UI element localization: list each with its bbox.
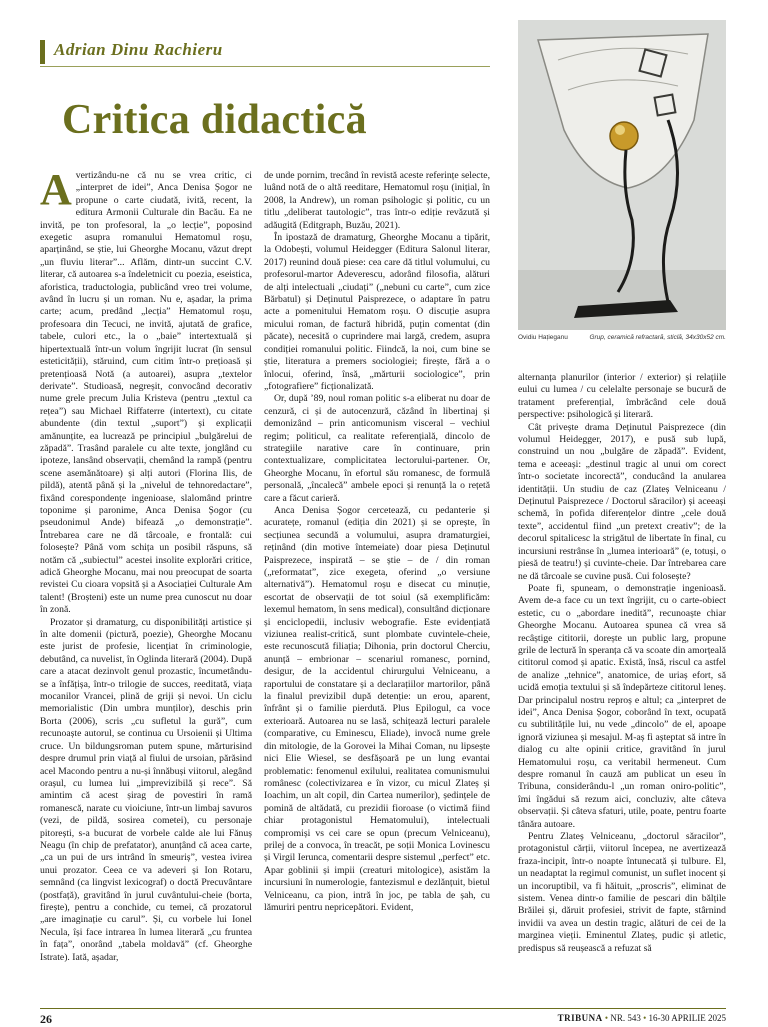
paragraph (40, 170, 252, 617)
paragraph: În ipostază de dramaturg, Gheorghe Mocanu a tipărit, la Odobești, volumul Heidegger (Editura Salonul literar, 2017) reunind două piese: cea care dă titlul volumului, cu profesorul-martor Adeverescu, adorând filosofia, alături de alți intelectuali „ciudați” („nebuni cu carte”, cum zice Bărbatul) și Deținutul Paisprezece, o adaptare în patru acte a pomenitului Hematom roșu. O discuție asupra micului roman, de factură hibridă, puțin comentat (din păcate), necesită o cuprindere mai largă, credem, asupra condiției romanului politic. Fiindcă, la noi, cum bine se știe, literatura a premers sociologiei; firește, fără a o înlocui, oferind, însă, „mărturii sociologice”, prin „fotografiere” ficționalizată. (264, 232, 490, 392)
paragraph: Prozator și dramaturg, cu disponibilități artistice și în alte domenii (pictură, poezie), Gheorghe Mocanu este jurist de profesie, licențiat în criminologie, debutând, ca nuvelist, în Oglinda literară (2004). După care a atacat dezinvolt genul prozastic, încumetându-se a înfățișa, într-o trilogie de succes, reeditată, viața mocanilor Vrancei, plină de griji și nevoi. Un ciclu memorialistic (Din umbra munților), deschis prin Borta (2006), scris „cu sufletul la gură”, cum recunoaște autorul, se continua cu Ursoienii și Ultima cruce. Un bildungsroman putem spune, mărturisind despre drumul prin viață al fiului de ursoian, părăsind acel Macondo pentru a nu-și înnăbuși viitorul, alegând orașul, cu lumea lui „imprevizibilă și rece”. Să amintim că acest șirag de povestiri în ramă romanescă, narate cu vioiciune, într-un limbaj savuros (vezi, de pildă, sosirea cometei), cu personaje pitorești, s-a bucurat de vorbele calde ale lui Fănuș Neagu (în chip de prefatator), anunțând că acea carte, „ca un pui de urs intrând în smeuriș”, vestea ivirea unui prozator. Ceea ce va adeveri și Ion Rotaru, semnând (ca lingvist lexicograf) o doctă Precuvântare (postfață), gravitând în jurul cuvântului-cheie (borta, firește), pentru a conchide, cu temei, că prozatorul „are imaginație cu carul”. Și, cu vorbele lui Ionel Necula, își face intrarea în lumea literară „cu fruntea în fața”, onorând „tabela moldavă” (cf. Gheorghe Istrate). Iată, așadar, (40, 616, 252, 963)
footer-rule (40, 1008, 726, 1009)
footer-masthead (558, 1013, 726, 1023)
article-column-3 (518, 372, 726, 995)
paragraph-text: vertizându-ne că nu se vrea critic, ci „interpret de idei”, Anca Denisa Șogor ne propune o carte ciudată, ivită, recent, la editura Armonii Culturale din Bacău. Ea ne invită, pe ton profesoral, la „o lecție”, poposind exegetic asupra romanului Hematomul roșu, aparținând, se știe, lui Gheorghe Mocanu, văzut drept „un fluviu literar”... Aflăm, dintr-un succint C.V. literar, că autoarea s-a îndeletnicit cu poezia, eseistica, aforistica, traductologia, publicând vreo trei volume, având în lucru și un roman. Nu e, așadar, la prima carte; acum, predând „lecția” Hematomul roșu, profesoara din Tecuci, ne invită, ajutată de grafice, tabele, culori etc., la o „baie” intertextuală și hipertextuală într-un volum îngrijit lucrat (în sensul esteticității), stăruind, cum citim într-o prețioasă și pretențioasă Notă (a autoarei), asupra „textelor derivate”. Studioasă, negreșit, convocând decorativ nume grele precum Julia Kristeva (pentru „textul ca rețea”) sau Michael Riffaterre (intertext), cu citate abundente (din textul „suport”) și explicații amănunțite, ea lucrează pe principiul „bulgărelui de zăpadă”. Trasând paralele cu alte texte, jonglând cu ipoteze, lansând observații, chemând la rampă (pentru scene asemănătoare) și alți autori (Florina Ilis, de pildă), atentă până și la „nivelul de tehnoredactare”, fixând corespondențe ingenioase, slalomând printre toponime și paronime, Anca Denisa Șogor (cu pseudonimul Ande) bifează „o demonstrație”. Întrebarea care ne dă târcoale, e frontală: cui folosește? Până vom schița un posibil răspuns, să notăm că „subiectul” acestei insolite explorări critice, adică Gheorghe Mocanu, mai nou preocupat de soarta revistei Cu cioara vopsită și a Asociației Culturale Am talent! (Broșteni) este un nume prea cunoscut nu doar în zonă. (40, 170, 252, 616)
paragraph: de unde pornim, trecând în revistă aceste referințe selecte, luând notă de o altă reeditare, Hematomul roșu (inițial, în 2008, la Andrew), un roman psihologic și politic, cu un titlu „deliberat tautologic”, tras într-o ediție revăzută și adăugită (Editgraph, Buzău, 2021). (264, 170, 490, 231)
footer-brand: TRIBUNA (557, 1013, 603, 1023)
article-title: Critica didactică (62, 97, 367, 143)
drop-cap: A (40, 170, 72, 214)
paragraph: Pentru Zlateș Velniceanu, „doctorul săracilor”, protagonistul cărții, viitorul începea, ne avertizează fraza-incipit, într-o noapte întunecată și tulbure. El, un neadaptat la regimul comunist, un suflet inocent și un incoruptibil, va fi hăituit, „proscris”, eliminat de sistem. Venea dintr-o familie de pescari din bălțile Brăilei și, dăruit profesiei, strivit de fapte, stârnind invidii va avea un destin tragic, alături de cei de la marginea vieții. Eminentul Zlateș, pudic și atletic, predispus să reușească a refuzat să (518, 831, 726, 954)
paragraph: Poate fi, spuneam, o demonstrație ingenioasă. Avem de-a face cu un text îngrijit, cu o carte-obiect estetic, cu o „abordare inedită”, recunoaște chiar Gheorghe Mocanu. Autoarea spunea că vrea să recâștige cititorii, dorește un public larg, propune grile de lectură în speranța că va scoate din amorțeală cititorul comod și apatic. Există, însă, riscul ca astfel de analize „tehnice”, anatomice, de uriaș efort, să ucidă emoția textului și să îndepărteze cititorul leneș. Dar principalul nostru reproș e altul; ca „interpret de idei”, Anca Denisa Șogor, coborând în text, ocupată cu subtilitățile lui, nu vede „dincolo” de el, apoape ignoră viziunea și mesajul. M-aș fi așteptat să intre în dialog cu alte opinii critice, gravitând în jurul Hematomului roșu, ca veritabil hermeneut. Cum despre romanul în cauză am publicat un eseu în Tribuna, considerându-l „un roman oniro-politic”, îmi îngădui să rezum aici, concluziv, alte câteva observații. Și câteva sfaturi, utile, poate, pentru foarte tânăra autoare. (518, 582, 726, 830)
author-rule (40, 66, 490, 67)
paragraph: Cât privește drama Deținutul Paisprezece (din volumul Heidegger, 2017), e pusă sub lupă, construind un nou „bulgăre de zăpadă”. Evident, tema e aceeași: „destinul tragic al unui om corect într-o societate incorectă”, conducând la anularea identității. Un studiu de caz (Zlateș Velniceanu / Deținutul Paisprezece / Doctorul săracilor) și aceeași schemă, în pofida diferențelor dintre „cele două texte”, accidentul fiind „un pretext creativ”; de la decorul spitalicesc la strigătul de libertate în final, cu incursiuni restrânse în „lumea interioară” (e, totuși, o piesă de teatru!) și cuvinte-cheie. Dar întrebarea care ne dă târcoale se cuvine pusă. Cui folosește? (518, 421, 726, 582)
author-name: Adrian Dinu Rachieru (54, 40, 223, 59)
footer-issue: NR. 543 (610, 1013, 641, 1023)
artwork-illustration (518, 20, 726, 330)
paragraph: Or, după ’89, noul roman politic s-a eliberat nu doar de cenzură, ci și de autocenzură, căzând în libertinaj și demonizând – prin anticomunism visceral – vechiul regim; politicul, ca realitate referențială, dincolo de strategiile narative care în continuare, prin contextualizare, complicitatea lectorului-partener. Or, Gheorghe Mocanu, în efortul său romanesc, de formulă personală, „încalecă” ambele epoci și renunță la o rețetă care a făcut carieră. (264, 393, 490, 504)
footer-separator: • (604, 1013, 611, 1023)
article-column-2 (264, 170, 490, 995)
artwork-photo (518, 20, 726, 330)
footer-separator: • (643, 1013, 649, 1023)
author-accent-bar (40, 40, 45, 64)
paragraph: Anca Denisa Șogor cercetează, cu pedanterie și acuratețe, romanul (ediția din 2021) și se oprește, în secțiunea secundă a volumului, asupra dramaturgiei, reținând (din motive întemeiate) doar piesa Deținutul Paisprezece, inspirată – se știe – de / din roman („reformatat”, zice exegeta, oferind „o versiune alternativă”). Hematomul roșu e disecat cu minuție, escortat de observații de tot soiul (să exemplificăm: lexemul hematom, în sens medical), consultând dicționare și enciclopedii, inclusiv webografie. Este evidențiată viziunea realist-critică, sunt plombate cuvintele-cheie, este recunoscută filiația; Dihonia, prin doctorul Cherciu, anunță – embrionar – scenariul romanesc, pornind, desigur, de la accidentul chirurgului Velniceanu, a raportului de constatare și a declarațiilor martorilor, până la finalul previzibil după detenție: un erou, aparent, înfrânt și o familie pierdută. Plus Epilogul, ca voce exterioară. Autoarea nu se lasă, schițează lecturi paralele (comparative, cu Eminescu, Eliade), invocă nume grele din mitologie, de la Gorovei la Mihai Coman, nu lipsește nici Elie Wiesel, se desfășoară pe un lung evantai problematic: fenomenul exilului, realitatea comunismului românesc (colectivizarea e în vizor, cu micul Zlateș și Ioachim, un alt copil, din Cartea numerilor), ședințele de pomină de altădată, cu prezidii fioroase (o victimă fiind chiar protagonistul Hematomului), intelectuali compromiși vs cei care se opun (precum Velniceanu), prilej de a convoca, în treacăt, pe soții Monica Lovinescu și Virgil Ierunca, comentarii despre sistemul „perfect” etc. Apar goblinii și impii (creaturi mitologice), asistăm la incursiuni în numerologie, fantezismul e dezlănțuit, bietul Velniceanu, ca pion, intră în joc, pe tabla de șah, cu lămuriri pentru nepricepători. Evident, (264, 504, 490, 913)
paragraph: alternanța planurilor (interior / exterior) și relațiile eului cu lumea / cu celelalte personaje se bucură de tratament preferențial, îmbrăcând cele două perspective: psihologică și literară. (518, 372, 726, 421)
page-number: 26 (40, 1012, 52, 1026)
caption-artist: Ovidiu Hațieganu (518, 334, 568, 341)
footer-dates: 16-30 APRILIE 2025 (648, 1013, 726, 1023)
caption-description: Grup, ceramică refractară, sticlă, 34x30x52 cm. (589, 334, 726, 341)
article-column-1 (40, 170, 252, 995)
